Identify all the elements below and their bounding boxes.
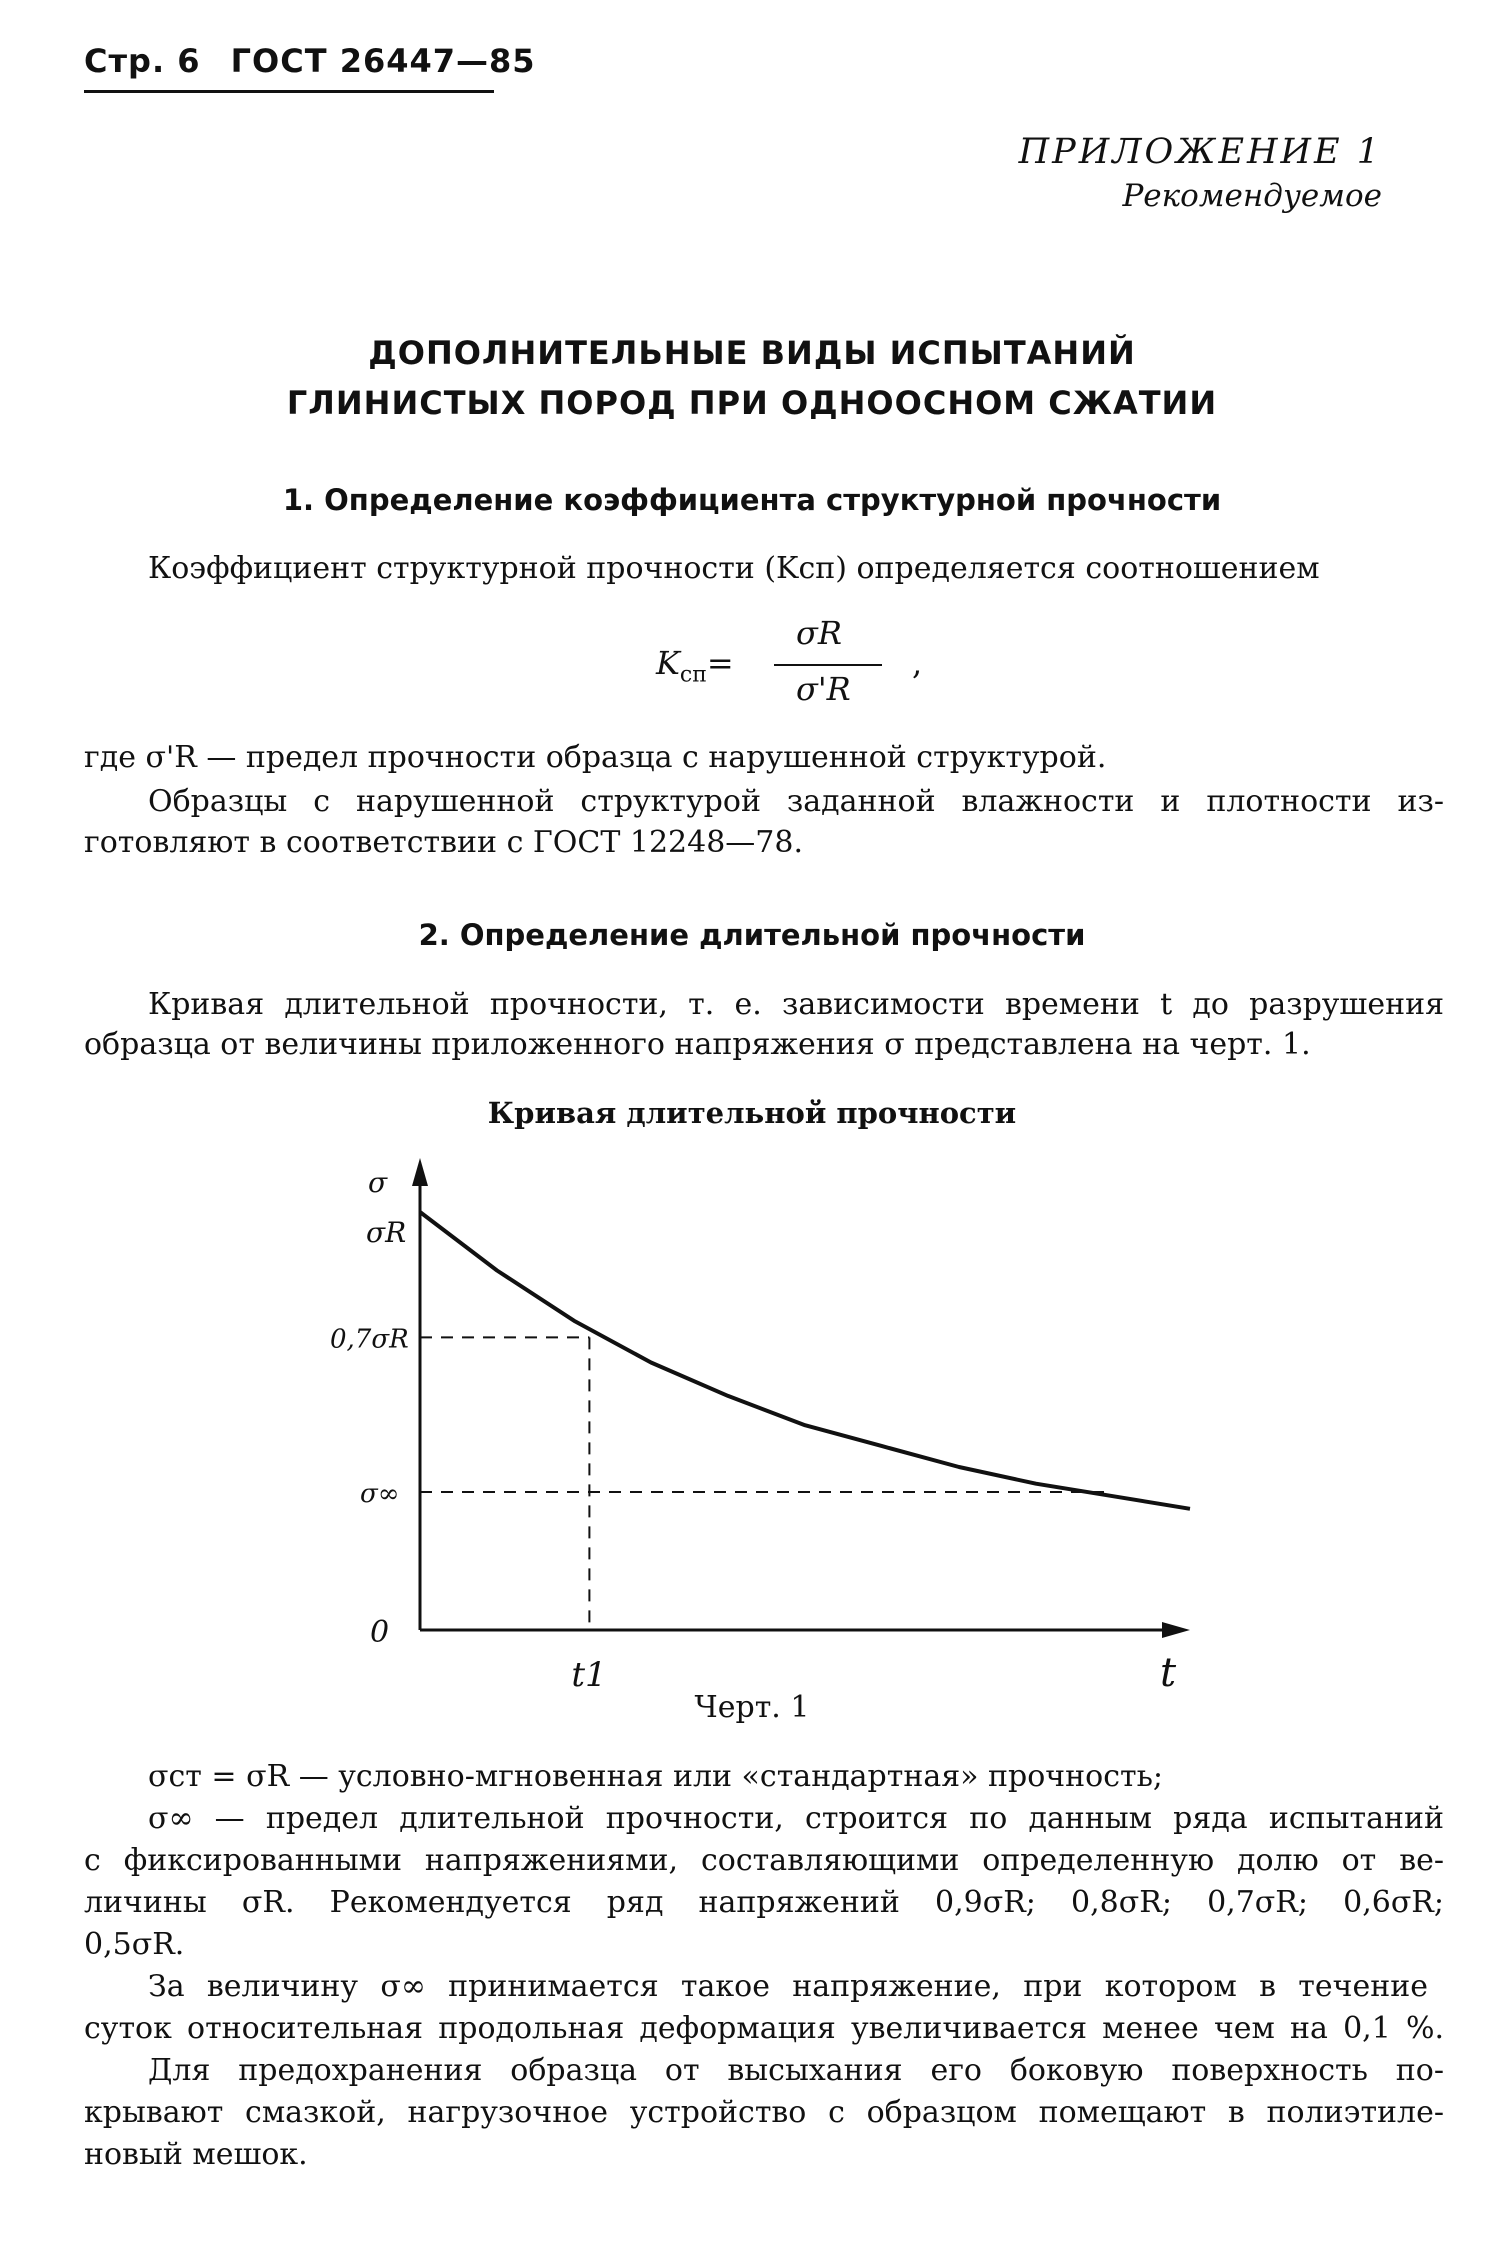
appendix-label bbox=[1019, 132, 1382, 214]
section-3-line-2: σ∞ — предел длительной прочности, строится по данным ряда испытаний bbox=[148, 1801, 1444, 1836]
y-tick-07sigma-r: 0,7σR bbox=[330, 1324, 409, 1355]
page-number: Стр. 6 bbox=[84, 42, 201, 80]
section-1-samples-line-2: готовляют в соответствии с ГОСТ 12248—78. bbox=[84, 825, 804, 860]
section-3-line-7: суток относительная продольная деформация увеличивается менее чем на 0,1 %. bbox=[84, 2011, 1444, 2046]
section-2-intro-line-1: Кривая длительной прочности, т. е. зависимости времени t до разрушения bbox=[148, 987, 1444, 1022]
formula-numerator: σR bbox=[796, 614, 842, 652]
page-header bbox=[84, 42, 536, 93]
section-1-where: где σ'R — предел прочности образца с нарушенной структурой. bbox=[84, 740, 1107, 775]
section-3-line-3: с фиксированными напряжениями, составляющими определенную долю от ве- bbox=[84, 1843, 1444, 1878]
section-3-line-5: 0,5σR. bbox=[84, 1927, 185, 1962]
section-3-line-9: крывают смазкой, нагрузочное устройство с образцом помещают в полиэтиле- bbox=[84, 2095, 1444, 2130]
section-2-intro-line-2: образца от величины приложенного напряжения σ представлена на черт. 1. bbox=[84, 1027, 1311, 1062]
chart-title: Кривая длительной прочности bbox=[487, 1096, 1017, 1130]
formula-lhs: $K_{сп}=$ bbox=[656, 644, 734, 688]
section-1-heading: 1. Определение коэффициента структурной прочности bbox=[282, 483, 1222, 517]
x-axis-arrow bbox=[1162, 1622, 1190, 1638]
section-3-line-6: За величину σ∞ принимается такое напряжение, при котором в течение bbox=[148, 1969, 1428, 2004]
y-axis-arrow bbox=[412, 1158, 428, 1186]
document-title bbox=[0, 328, 1504, 428]
section-2-heading: 2. Определение длительной прочности bbox=[418, 918, 1086, 952]
standard-number: ГОСТ 26447—85 bbox=[230, 42, 536, 80]
y-tick-sigma-r: σR bbox=[366, 1216, 407, 1249]
origin-label: 0 bbox=[370, 1615, 390, 1650]
strength-chart bbox=[0, 1140, 1504, 1700]
section-3-line-8: Для предохранения образца от высыхания его боковую поверхность по- bbox=[148, 2053, 1444, 2088]
x-axis-label: t bbox=[1160, 1650, 1177, 1696]
y-axis-label: σ bbox=[368, 1166, 388, 1199]
appendix-number: ПРИЛОЖЕНИЕ 1 bbox=[1018, 132, 1382, 172]
x-tick-t1: t1 bbox=[571, 1655, 607, 1695]
formula bbox=[656, 614, 976, 734]
title-line-1: ДОПОЛНИТЕЛЬНЫЕ ВИДЫ ИСПЫТАНИЙ bbox=[368, 334, 1136, 372]
formula-comma: , bbox=[912, 644, 923, 682]
appendix-status: Рекомендуемое bbox=[1122, 178, 1382, 214]
figure-caption: Черт. 1 bbox=[694, 1690, 810, 1725]
section-3-line-10: новый мешок. bbox=[84, 2137, 308, 2172]
section-3-line-1: σст = σR — условно-мгновенная или «стандартная» прочность; bbox=[148, 1759, 1164, 1794]
y-tick-sigma-inf: σ∞ bbox=[360, 1479, 400, 1510]
section-1-intro: Коэффициент структурной прочности (Kсп) определяется соотношением bbox=[148, 551, 1320, 586]
strength-curve bbox=[420, 1212, 1190, 1509]
title-line-2: ГЛИНИСТЫХ ПОРОД ПРИ ОДНООСНОМ СЖАТИИ bbox=[286, 384, 1218, 422]
formula-denominator: σ'R bbox=[796, 670, 851, 708]
section-1-samples-line-1: Образцы с нарушенной структурой заданной влажности и плотности из- bbox=[148, 784, 1444, 819]
fraction-bar bbox=[774, 664, 882, 666]
section-3-line-4: личины σR. Рекомендуется ряд напряжений 0,9σR; 0,8σR; 0,7σR; 0,6σR; bbox=[84, 1885, 1444, 1920]
